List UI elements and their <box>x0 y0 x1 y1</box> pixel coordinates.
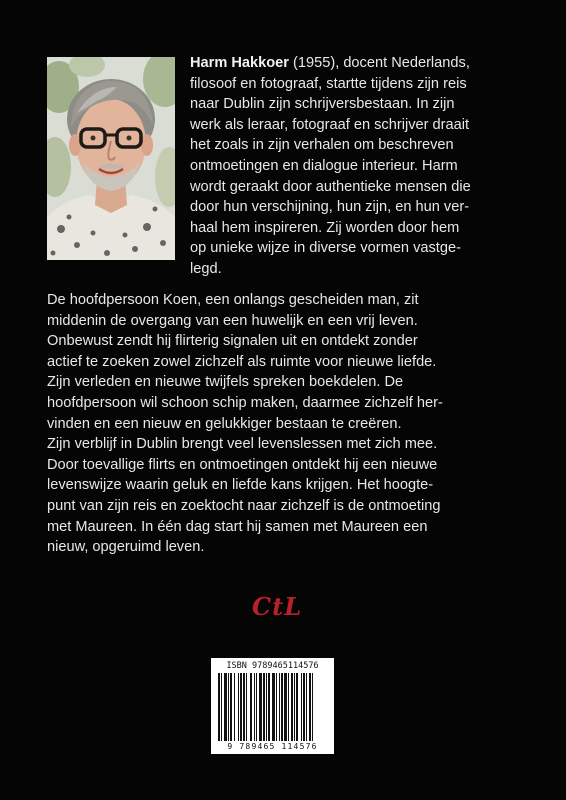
barcode-bar <box>281 673 283 741</box>
barcode-bar <box>268 673 270 741</box>
author-bio-line: wordt geraakt door authentieke mensen die <box>190 178 471 195</box>
barcode-bar <box>221 673 222 741</box>
barcode-bar <box>276 673 277 741</box>
barcode-bar <box>272 673 275 741</box>
book-blurb <box>47 290 527 558</box>
blurb-line: Door toevallige flirts en ontmoetingen ontdekt hij een nieuwe <box>47 456 438 473</box>
barcode-bar <box>256 673 257 741</box>
blurb-line: Onbewust zendt hij flirterig signalen uit en ontdekt zonder <box>47 333 418 350</box>
blurb-line: Zijn verleden en nieuwe twijfels spreken boekdelen. De <box>47 374 404 391</box>
barcode-bar <box>238 673 239 741</box>
author-photo <box>47 57 175 260</box>
author-bio-line <box>190 53 528 74</box>
author-name: Harm Hakkoer <box>190 55 289 71</box>
barcode-digits: 9 789465 114576 <box>227 742 318 751</box>
publisher-logo: CtL <box>252 592 303 621</box>
isbn-barcode <box>211 658 334 754</box>
barcode-bar <box>240 673 242 741</box>
author-bio-line: ontmoetingen en dialogue interieur. Harm <box>190 157 458 174</box>
barcode-bar <box>296 673 298 741</box>
author-bio-line: filosoof en fotograaf, startte tijdens zijn reis <box>190 75 467 92</box>
barcode-bars <box>217 673 328 741</box>
barcode-bar <box>279 673 280 741</box>
blurb-line: actief te zoeken zowel zichzelf als ruimte voor nieuwe liefde. <box>47 353 437 370</box>
author-bio-line: door hun verschijning, hun zijn, en hun ver- <box>190 199 470 216</box>
barcode-bar <box>288 673 289 741</box>
barcode-bar <box>284 673 287 741</box>
barcode-bar <box>303 673 305 741</box>
barcode-bar <box>246 673 247 741</box>
barcode-bar <box>294 673 295 741</box>
author-bio-line: het zoals in zijn verhalen om beschreven <box>190 137 454 154</box>
barcode-bar <box>263 673 265 741</box>
author-bio <box>190 53 528 280</box>
barcode-bar <box>291 673 293 741</box>
blurb-line: vinden en een nieuw en gelukkiger bestaan te creëren. <box>47 415 402 432</box>
author-bio-first-line: (1955), docent Nederlands, <box>288 55 470 71</box>
barcode-bar <box>259 673 262 741</box>
blurb-line: punt van zijn reis en zoektocht naar zichzelf is de ontmoeting <box>47 497 441 514</box>
author-bio-line: haal hem inspireren. Zij worden door hem <box>190 219 460 236</box>
barcode-bar <box>250 673 252 741</box>
blurb-line: levenswijze waarin geluk en liefde kans krijgen. Het hoogte- <box>47 477 434 494</box>
isbn-label: ISBN 9789465114576 <box>226 661 319 671</box>
barcode-bar <box>243 673 245 741</box>
author-bio-line: naar Dublin zijn schrijversbestaan. In zijn <box>190 96 455 113</box>
barcode-bar <box>224 673 227 741</box>
barcode-bar <box>218 673 220 741</box>
author-bio-line: werk als leraar, fotograaf en schrijver draait <box>190 116 470 133</box>
barcode-bar <box>306 673 307 741</box>
barcode-bar <box>309 673 311 741</box>
barcode-bar <box>234 673 235 741</box>
blurb-line: met Maureen. In één dag start hij samen met Maureen een <box>47 518 428 535</box>
author-bio-line: op unieke wijze in diverse vormen vastge- <box>190 240 461 257</box>
blurb-line: middenin de overgang van een huwelijk en een vrij leven. <box>47 312 418 329</box>
blurb-line: nieuw, opgeruimd leven. <box>47 539 205 556</box>
barcode-bar <box>301 673 302 741</box>
blurb-line: De hoofdpersoon Koen, een onlangs gescheiden man, zit <box>47 292 419 308</box>
barcode-bar <box>230 673 232 741</box>
blurb-line: Zijn verblijf in Dublin brengt veel levenslessen met zich mee. <box>47 436 438 453</box>
author-bio-line: legd. <box>190 260 222 277</box>
barcode-bar <box>312 673 313 741</box>
barcode-bar <box>228 673 229 741</box>
barcode-bar <box>266 673 267 741</box>
barcode-bar <box>254 673 255 741</box>
blurb-line: hoofdpersoon wil schoon schip maken, daarmee zichzelf her- <box>47 394 443 411</box>
